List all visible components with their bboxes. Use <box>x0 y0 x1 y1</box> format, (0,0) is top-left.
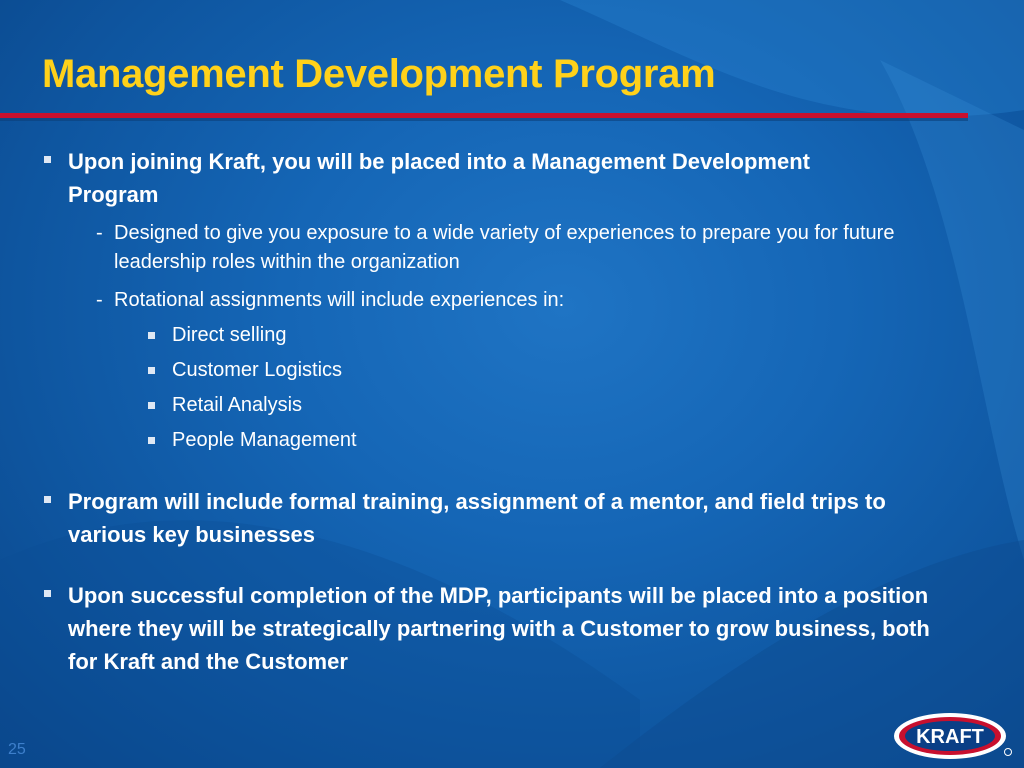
bullet-text: Upon successful completion of the MDP, participants will be placed into a position where they will be strategically partnering with a Customer to grow business, both for Kraft and the Customer <box>68 583 930 674</box>
square-bullet-icon <box>44 590 51 597</box>
sub-sub-bullet-text: Retail Analysis <box>172 394 303 416</box>
kraft-logo <box>890 708 1016 764</box>
square-bullet-icon <box>44 156 51 163</box>
dash-bullet-icon: - <box>96 289 103 311</box>
sub-bullet-text: Designed to give you exposure to a wide variety of experiences to prepare you for future leadership roles within the organization <box>114 222 895 273</box>
bullet-text: Upon joining Kraft, you will be placed into a Management Development Program <box>68 149 810 207</box>
square-bullet-icon <box>148 437 155 444</box>
slide-title: Management Development Program <box>42 52 716 96</box>
square-bullet-icon <box>44 496 51 503</box>
sub-sub-bullet-text: Customer Logistics <box>172 359 343 381</box>
sub-bullet-text: Rotational assignments will include experiences in: <box>114 289 565 311</box>
sub-sub-bullet-text: Direct selling <box>172 324 287 346</box>
dash-bullet-icon: - <box>96 222 103 244</box>
square-bullet-icon <box>148 332 155 339</box>
sub-sub-bullet-text: People Management <box>172 429 357 451</box>
page-number: 25 <box>8 741 26 758</box>
logo-text: KRAFT <box>916 726 984 748</box>
square-bullet-icon <box>148 367 155 374</box>
bullet-text: Program will include formal training, assignment of a mentor, and field trips to various key businesses <box>68 489 886 547</box>
square-bullet-icon <box>148 402 155 409</box>
